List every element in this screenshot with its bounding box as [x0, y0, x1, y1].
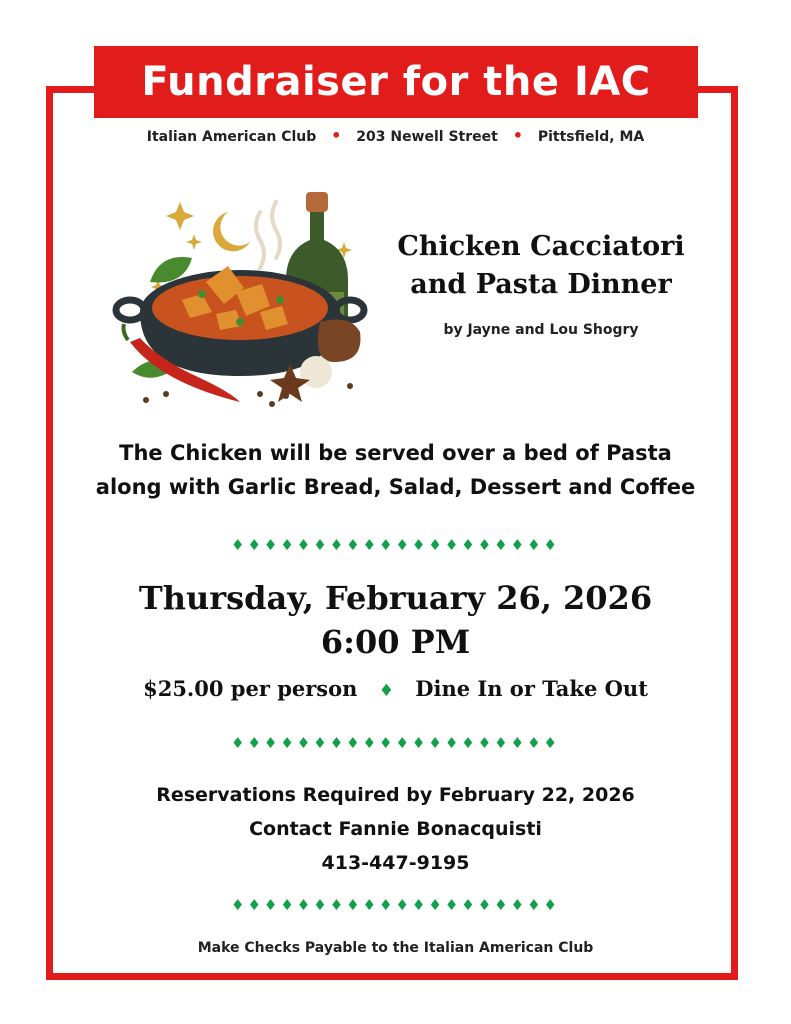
bullet-dot-icon: • [331, 126, 342, 145]
price: $25.00 per person [143, 676, 358, 701]
byline: by Jayne and Lou Shogry [443, 322, 639, 338]
title-banner: Fundraiser for the IAC [94, 46, 698, 118]
diamond-divider-icon: ♦♦♦♦♦♦♦♦♦♦♦♦♦♦♦♦♦♦♦♦ [231, 734, 560, 752]
menu-description [60, 436, 731, 504]
reservation-deadline: Reservations Required by February 22, 2026 [156, 784, 635, 806]
event-date-time [0, 576, 791, 664]
diamond-divider-icon: ♦♦♦♦♦♦♦♦♦♦♦♦♦♦♦♦♦♦♦♦ [231, 536, 560, 554]
description-line-1: The Chicken will be served over a bed of Pasta [119, 441, 672, 465]
checks-payable-note: Make Checks Payable to the Italian American Club [197, 940, 594, 956]
city: Pittsfield, MA [537, 129, 645, 145]
contact-name: Contact Fannie Bonacquisti [249, 818, 542, 840]
bullet-dot-icon: • [512, 126, 523, 145]
contact-phone: 413-447-9195 [321, 852, 470, 874]
description-line-2: along with Garlic Bread, Salad, Dessert and Coffee [95, 475, 696, 499]
dine-options: Dine In or Take Out [415, 676, 648, 701]
address-line [0, 126, 791, 145]
dish-title [376, 228, 706, 304]
dish-title-line-2: and Pasta Dinner [410, 269, 672, 300]
chicken-cacciatore-pot-icon [110, 172, 372, 422]
street-address: 203 Newell Street [356, 129, 498, 145]
event-time: 6:00 PM [320, 623, 471, 661]
price-row [0, 676, 791, 701]
reservation-info [0, 778, 791, 880]
diamond-divider-icon: ♦♦♦♦♦♦♦♦♦♦♦♦♦♦♦♦♦♦♦♦ [231, 896, 560, 914]
green-diamond-icon: ♦ [378, 681, 394, 701]
dish-title-line-1: Chicken Cacciatori [397, 231, 685, 262]
event-date: Thursday, February 26, 2026 [138, 579, 653, 617]
club-name: Italian American Club [146, 129, 317, 145]
